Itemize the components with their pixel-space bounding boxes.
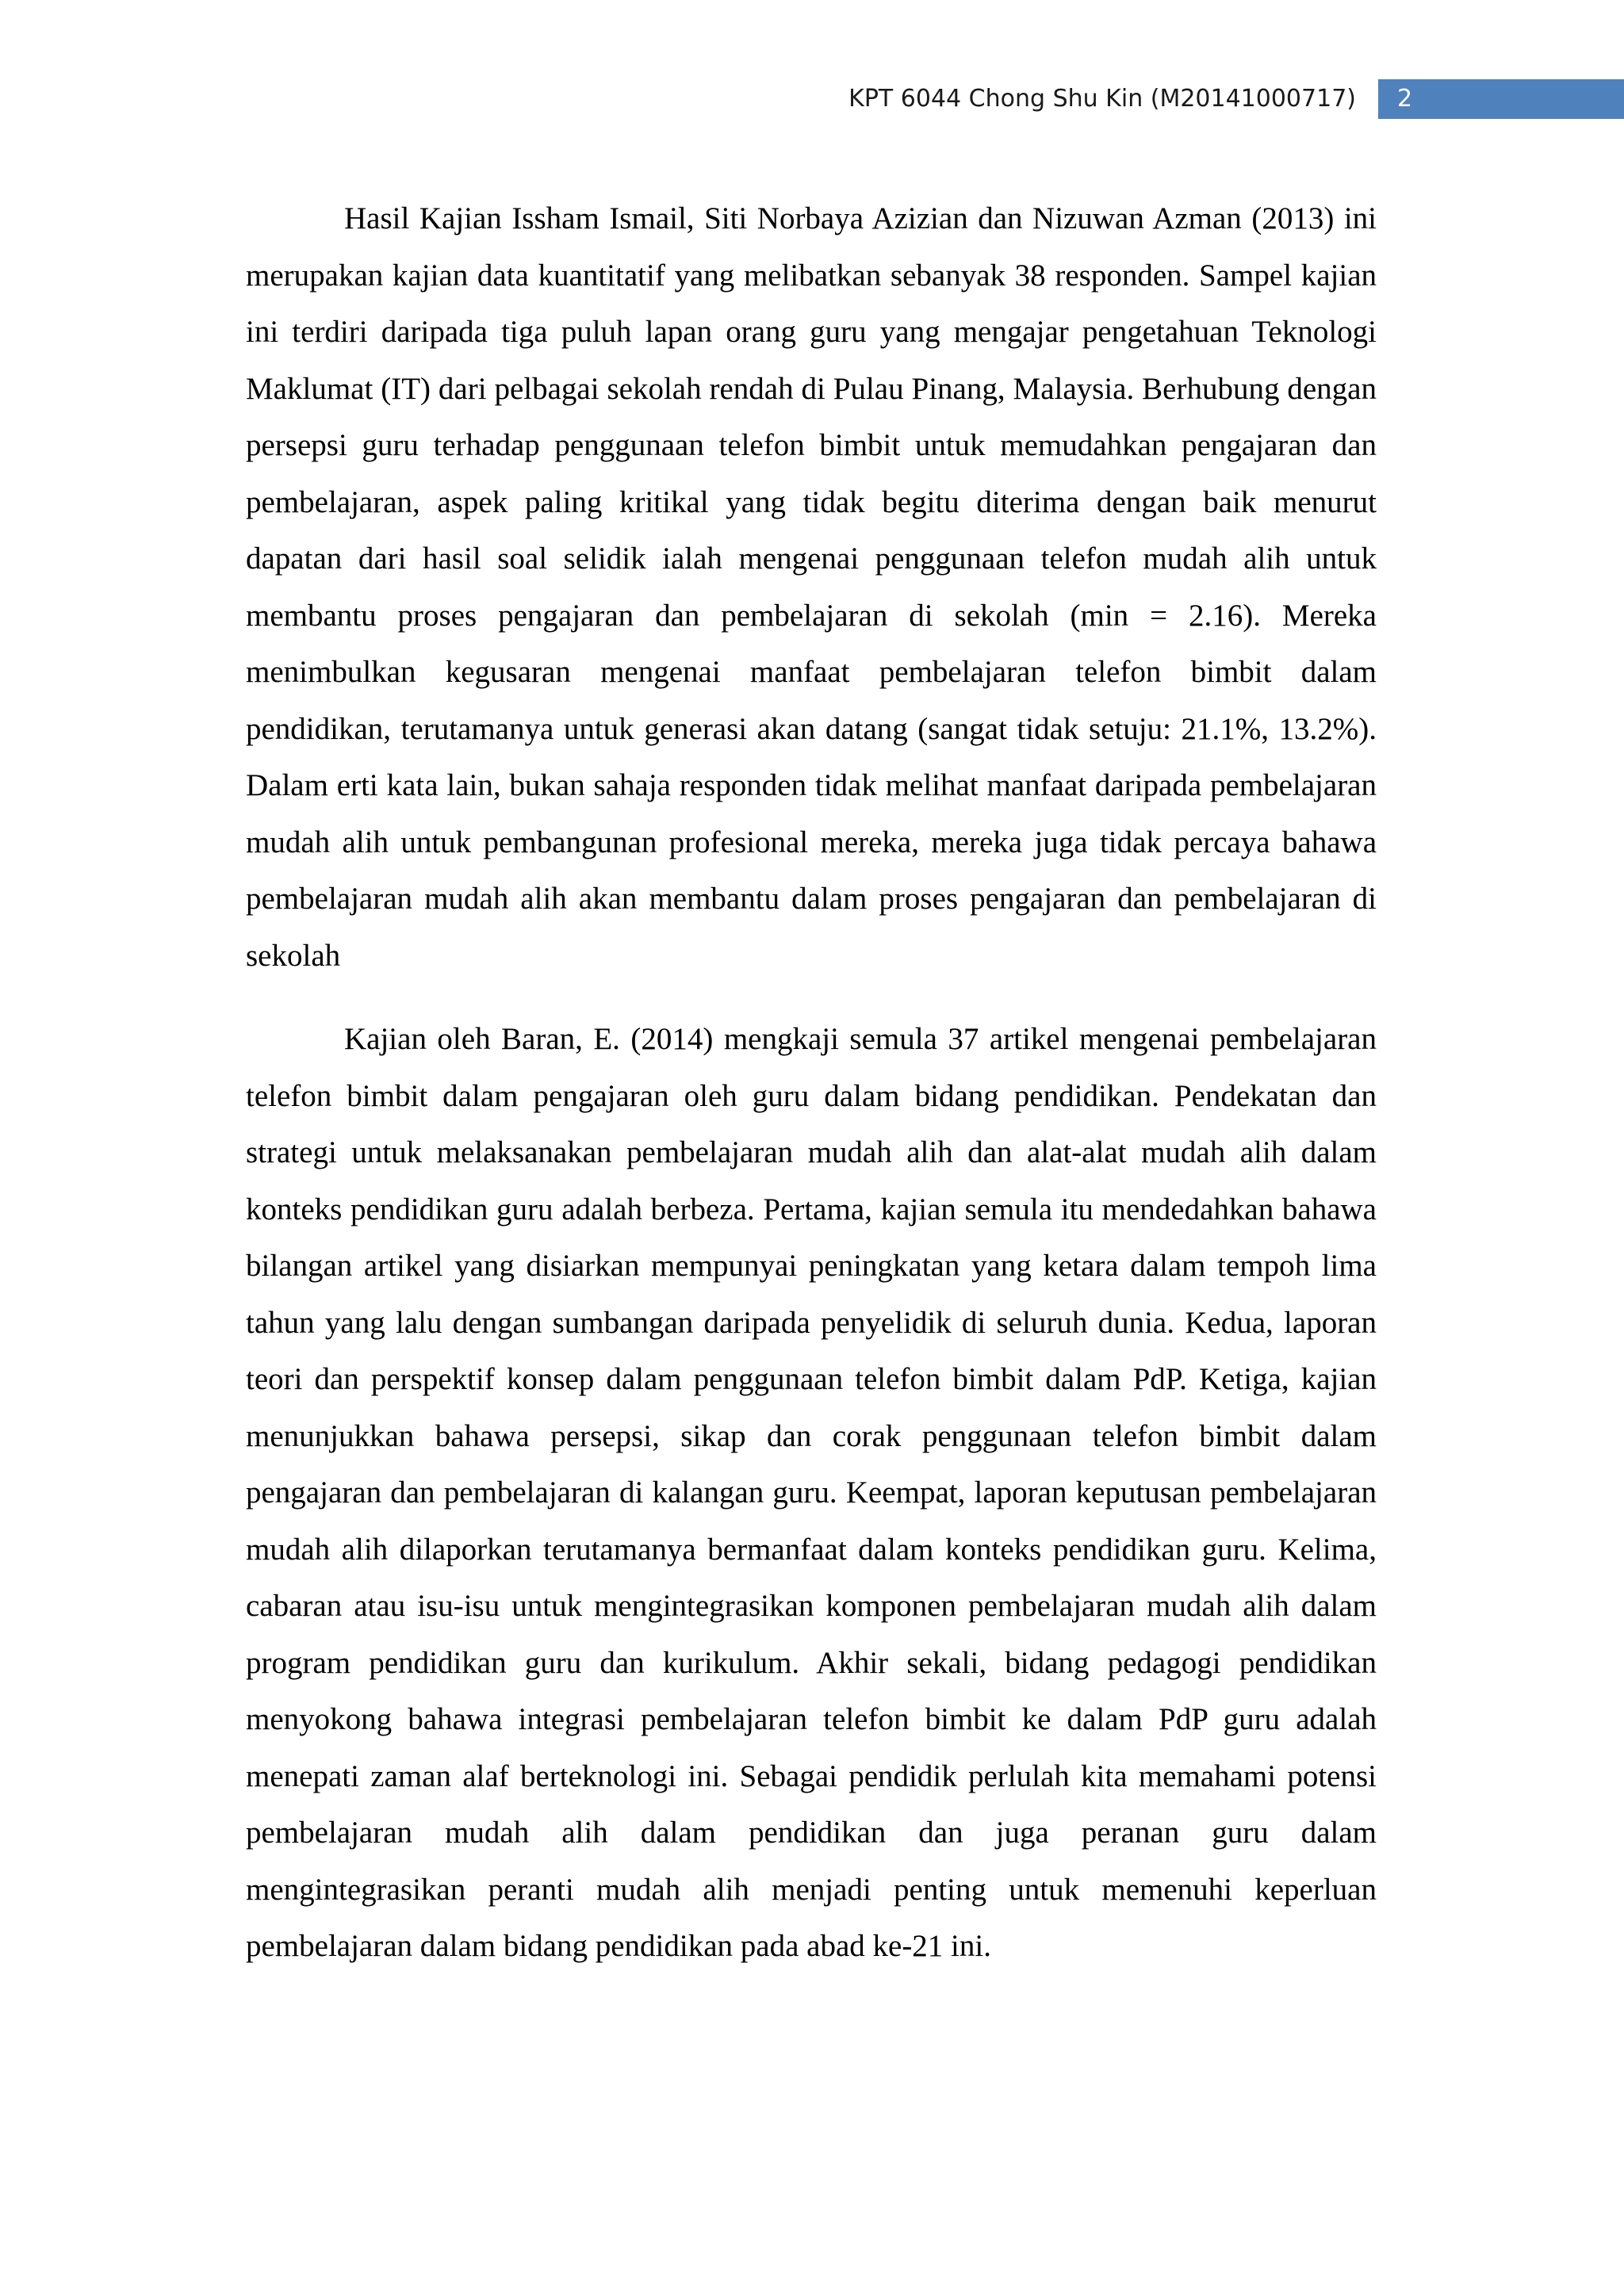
page-number-badge: 2 — [1378, 79, 1624, 119]
paragraph-1: Hasil Kajian Issham Ismail, Siti Norbaya Azizian dan Nizuwan Azman (2013) ini merupakan kajian data kuantitatif yang melibatkan sebanyak 38 responden. Sampel kajian ini terdiri daripada tiga puluh lapan orang guru yang mengajar pengetahuan Teknologi Maklumat (IT) dari pelbagai sekolah rendah di Pulau Pinang, Malaysia. Berhubung dengan persepsi guru terhadap penggunaan telefon bimbit untuk memudahkan pengajaran dan pembelajaran, aspek paling kritikal yang tidak begitu diterima dengan baik menurut dapatan dari hasil soal selidik ialah mengenai penggunaan telefon mudah alih untuk membantu proses pengajaran dan pembelajaran di sekolah (min = 2.16). Mereka menimbulkan kegusaran mengenai manfaat pembelajaran telefon bimbit dalam pendidikan, terutamanya untuk generasi akan datang (sangat tidak setuju: 21.1%, 13.2%). Dalam erti kata lain, bukan sahaja responden tidak melihat manfaat daripada pembelajaran mudah alih untuk pembangunan profesional mereka, mereka juga tidak percaya bahawa pembelajaran mudah alih akan membantu dalam proses pengajaran dan pembelajaran di sekolah — [246, 201, 1377, 973]
running-header: KPT 6044 Chong Shu Kin (M20141000717) — [848, 85, 1356, 113]
paragraph-2: Kajian oleh Baran, E. (2014) mengkaji semula 37 artikel mengenai pembelajaran telefon bimbit dalam pengajaran oleh guru dalam bidang pendidikan. Pendekatan dan strategi untuk melaksanakan pembelajaran mudah alih dan alat-alat mudah alih dalam konteks pendidikan guru adalah berbeza. Pertama, kajian semula itu mendedahkan bahawa bilangan artikel yang disiarkan mempunyai peningkatan yang ketara dalam tempoh lima tahun yang lalu dengan sumbangan daripada penyelidik di seluruh dunia. Kedua, laporan teori dan perspektif konsep dalam penggunaan telefon bimbit dalam PdP. Ketiga, kajian menunjukkan bahawa persepsi, sikap dan corak penggunaan telefon bimbit dalam pengajaran dan pembelajaran di kalangan guru. Keempat, laporan keputusan pembelajaran mudah alih dilaporkan terutamanya bermanfaat dalam konteks pendidikan guru. Kelima, cabaran atau isu-isu untuk mengintegrasikan komponen pembelajaran mudah alih dalam program pendidikan guru dan kurikulum. Akhir sekali, bidang pedagogi pendidikan menyokong bahawa integrasi pembelajaran telefon bimbit ke dalam PdP guru adalah menepati zaman alaf berteknologi ini. Sebagai pendidik perlulah kita memahami potensi pembelajaran mudah alih dalam pendidikan dan juga peranan guru dalam mengintegrasikan peranti mudah alih menjadi penting untuk memenuhi keperluan pembelajaran dalam bidang pendidikan pada abad ke-21 ini. — [246, 1022, 1377, 1963]
document-body — [246, 190, 1377, 1975]
